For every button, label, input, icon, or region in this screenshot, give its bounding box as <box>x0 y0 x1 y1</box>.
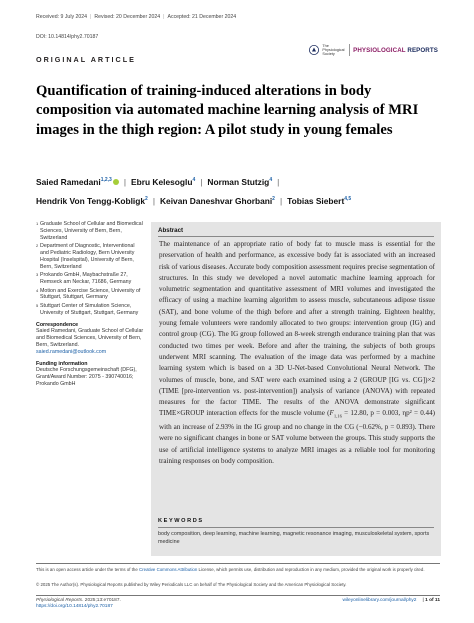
accepted-date: Accepted: 21 December 2024 <box>167 14 237 20</box>
abstract-divider <box>158 236 434 237</box>
cc-license-link[interactable]: Creative Commons Attribution <box>139 567 198 572</box>
funding-heading: Funding information <box>36 360 88 367</box>
article-sidebar <box>36 221 144 388</box>
society-emblem-icon <box>309 45 319 55</box>
page-number: 1 of 11 <box>425 598 440 603</box>
keywords-divider <box>158 527 434 528</box>
affiliation: 3 Prokando GmbH, Maybachstraße 27, Remseck am Neckar, 71686, Germany <box>36 272 132 285</box>
keywords-heading: KEYWORDS <box>158 518 204 524</box>
affiliation: 5 Stuttgart Center of Simulation Science, University of Stuttgart, Stuttgart, Germany <box>36 302 139 316</box>
society-logo <box>309 44 344 57</box>
affiliation: 2 Department of Diagnostic, Interventional and Pediatric Radiology, Bern University Hospital (Inselspital), University of Bern, Bern, Switzerland <box>36 243 135 270</box>
footer-volume: . 2025;13:e70187. <box>82 598 121 603</box>
footer-right: wileyonlinelibrary.com/journal/phy2 | 1 of 11 <box>342 598 440 603</box>
author-list: Saied Ramedani$^{1,2,3}$ | Ebru Kelesoglu$^4$ | Norman Stutzig$^4$ | Hendrik Von Tengg-Kobligk$^2$ | Keivan Daneshvar Ghorbani$^2$ | Tobias Siebert$^{4,5}$ <box>36 176 352 206</box>
keywords-text: body composition, deep learning, machine learning, magnetic resonance imaging, musculoskeletal system, sports medicine <box>158 531 430 545</box>
wordmark-right: REPORTS <box>407 46 438 54</box>
revised-date: Revised: 20 December 2024 <box>94 14 161 20</box>
abstract-box <box>151 222 441 556</box>
abstract-text: The maintenance of an appropriate ratio of body fat to muscle mass is essential for the preservation of health and performance, as excessive body fat is associated with an increased risk of various diseases. Accurate body composition assessment requires precise segmentation of structures. In this study we developed a novel automatic machine learning approach for volumetric segmentation and quantitative assessment of MRI volumes and investigated the efficacy of using a machine learning algorithm to assess muscle, subcutaneous adipose tissue (SAT), and bone volume of the thigh before and after a strength training. Eighteen healthy, young female volunteers were randomly allocated to two groups: intervention group (IG) and control group (CG). The IG group followed an 8-week strength endurance training plan that was conducted two times per week. Before and after the training, the subjects of both groups underwent MRI scanning. The evaluation of the image data was performed by a machine learning system which is based on a 3D U-Net-based Convolutional Neural Network. The volumes of muscle, bone, and SAT were each examined using a 2 (GROUP [IG vs. CG])×2 (TIME [pre-intervention vs. post-intervention]) analysis of variance (ANOVA) with repeated measures for the factor TIME. The results of the ANOVA demonstrate significant TIME×GROUP interaction effects for the muscle volume ($F_{1,16} = 12.80$, p = 0.003, ηp² = 0.44) with an increase of 2.93% in the IG group and no change in the CG (−0.62%, p = 0.893). There were no significant changes in bone or SAT volume between the groups. This study supports the use of artificial intelligence systems to analyze MRI images as a reliable tool for monitoring training responses on body composition. <box>159 240 435 466</box>
author-name[interactable]: Norman Stutzig$^4$ <box>207 176 273 187</box>
affiliation: 4 Motion and Exercise Science, University of Stuttgart, Stuttgart, Germany <box>36 287 141 301</box>
society-line-3: Society <box>322 52 335 57</box>
author-name[interactable]: Ebru Kelesoglu$^4$ <box>131 176 196 187</box>
society-line-1: The <box>322 44 329 48</box>
society-line-2: Physiological <box>322 48 345 53</box>
author-name[interactable]: Tobias Siebert$^{4,5}$ <box>287 195 352 206</box>
affiliation: 1 Graduate School of Cellular and Biomedical Sciences, University of Bern, Bern, Switzerland <box>36 221 143 241</box>
physiological-reports-wordmark <box>353 47 438 54</box>
correspondence-email-link[interactable]: saied.ramedani@outlook.com <box>36 348 107 355</box>
correspondence-text: Saied Ramedani, Graduate School of Cellular and Biomedical Sciences, University of Bern, Bern, Switzerland. <box>36 328 144 348</box>
author-name[interactable]: Keivan Daneshvar Ghorbani$^2$ <box>160 195 275 206</box>
copyright-text: © 2025 The Author(s). Physiological Reports published by Wiley Periodicals LLC on behalf of The Physiological Society and the American Physiological Society. <box>36 582 347 587</box>
footer-doi-link[interactable]: https://doi.org/10.14814/phy2.70187 <box>36 604 113 610</box>
received-date: Received: 9 July 2024 <box>36 14 88 20</box>
footer-citation <box>36 598 121 610</box>
article-doi[interactable]: DOI: 10.14814/phy2.70187 <box>36 34 99 40</box>
license-text: This is an open access article under the terms of the Creative Commons Attribution License, which permits use, distribution and reproduction in any medium, provided the original work is properly cited. <box>36 567 425 572</box>
article-type: ORIGINAL ARTICLE <box>36 55 136 64</box>
abstract-heading: Abstract <box>158 227 184 234</box>
correspondence-heading: Correspondence <box>36 321 79 328</box>
journal-site-link[interactable]: wileyonlinelibrary.com/journal/phy2 <box>342 598 417 603</box>
footer-journal: Physiological Reports <box>36 598 83 603</box>
author-name[interactable]: Saied Ramedani$^{1,2,3}$ <box>36 176 112 187</box>
author-name[interactable]: Hendrik Von Tengg-Kobligk$^2$ <box>36 195 148 206</box>
footer-divider-bottom <box>36 595 440 596</box>
funding-text: Deutsche Forschungsgemeinschaft (DFG), Grant/Award Number: 2075 - 390740016; Prokando GmbH <box>36 367 137 387</box>
wordmark-left: PHYSIOLOGICAL <box>353 46 406 54</box>
orcid-icon[interactable] <box>113 179 119 185</box>
footer-divider-top <box>36 563 440 564</box>
journal-logo[interactable] <box>309 44 438 57</box>
logo-divider <box>349 44 350 56</box>
article-dates: Received: 9 July 2024 | Revised: 20 December 2024 | Accepted: 21 December 2024 <box>36 14 237 20</box>
article-title: Quantification of training-induced alterations in body composition via automated machine learning analysis of MRI images in the thigh region: A pilot study in young females <box>36 83 419 138</box>
